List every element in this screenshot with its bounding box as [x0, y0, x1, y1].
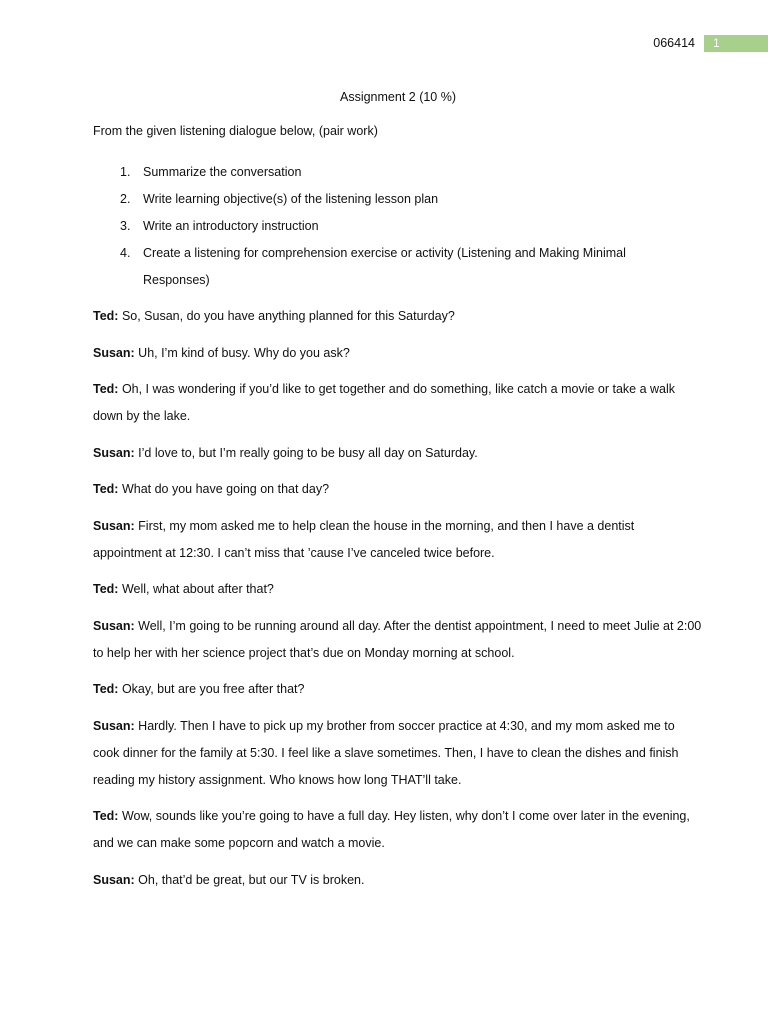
- speaker-name: Susan:: [93, 445, 135, 460]
- dialogue-line: Okay, but are you free after that?: [118, 682, 305, 696]
- dialogue-turn: [93, 476, 703, 503]
- dialogue-turn: [93, 803, 703, 857]
- task-text: Create a listening for comprehension exercise or activity (Listening and Making Minimal Responses): [143, 246, 626, 287]
- instructions-intro: From the given listening dialogue below, (pair work): [93, 124, 378, 138]
- task-item: [93, 213, 693, 240]
- dialogue-turn: [93, 376, 703, 430]
- document-id: 066414: [653, 36, 695, 50]
- task-number: 2.: [120, 192, 131, 206]
- speaker-name: Susan:: [93, 872, 135, 887]
- dialogue-turn: [93, 303, 703, 330]
- speaker-name: Ted:: [93, 382, 119, 396]
- speaker-name: Ted:: [93, 809, 119, 823]
- task-text: Write learning objective(s) of the listening lesson plan: [143, 192, 439, 206]
- dialogue-line: Well, what about after that?: [118, 582, 274, 596]
- dialogue-turn: [93, 867, 703, 894]
- dialogue-line: Uh, I’m kind of busy. Why do you ask?: [134, 345, 350, 360]
- dialogue-line: I’d love to, but I’m really going to be busy all day on Saturday.: [134, 445, 478, 460]
- dialogue-line: Wow, sounds like you’re going to have a full day. Hey listen, why don’t I come over later in the evening, and we can make some popcorn and watch a movie.: [93, 809, 690, 850]
- dialogue-turn: [93, 340, 703, 367]
- dialogue-line: Oh, I was wondering if you’d like to get together and do something, like catch a movie or take a walk down by the lake.: [93, 382, 676, 423]
- task-item: [93, 186, 693, 213]
- task-number: 1.: [120, 165, 131, 179]
- dialogue-line: Well, I’m going to be running around all day. After the dentist appointment, I need to meet Julie at 2:00 to help her with her science project that’s due on Monday morning at school.: [93, 618, 702, 660]
- speaker-name: Susan:: [93, 618, 135, 633]
- task-text: Write an introductory instruction: [143, 219, 319, 233]
- dialogue-turn: [93, 440, 703, 467]
- task-item: [93, 159, 693, 186]
- dialogue: [93, 303, 703, 903]
- dialogue-turn: [93, 613, 703, 667]
- task-number: 4.: [120, 246, 131, 260]
- speaker-name: Susan:: [93, 518, 135, 533]
- dialogue-line: What do you have going on that day?: [118, 482, 330, 496]
- speaker-name: Ted:: [93, 582, 119, 596]
- task-text: Summarize the conversation: [143, 165, 302, 179]
- task-list: [93, 159, 693, 294]
- dialogue-turn: [93, 676, 703, 703]
- task-item: [93, 240, 693, 294]
- assignment-title: Assignment 2 (10 %): [339, 90, 457, 104]
- dialogue-turn: [93, 576, 703, 603]
- dialogue-turn: [93, 513, 703, 567]
- dialogue-turn: [93, 713, 703, 794]
- dialogue-line: So, Susan, do you have anything planned for this Saturday?: [118, 309, 455, 323]
- task-number: 3.: [120, 219, 131, 233]
- speaker-name: Ted:: [93, 309, 119, 323]
- speaker-name: Susan:: [93, 345, 135, 360]
- dialogue-line: Oh, that’d be great, but our TV is broken.: [134, 872, 365, 887]
- page-number-badge: 1: [704, 35, 768, 52]
- dialogue-line: Hardly. Then I have to pick up my brother from soccer practice at 4:30, and my mom asked me to cook dinner for the family at 5:30. I feel like a slave sometimes. Then, I have to clean the dishes and finish reading my history assignment. Who knows how long THAT’ll take.: [93, 718, 679, 787]
- speaker-name: Susan:: [93, 718, 135, 733]
- speaker-name: Ted:: [93, 482, 119, 496]
- page-header: [653, 34, 768, 52]
- dialogue-line: First, my mom asked me to help clean the house in the morning, and then I have a dentist appointment at 12:30. I can’t miss that ’cause I’ve canceled twice before.: [93, 518, 635, 560]
- speaker-name: Ted:: [93, 682, 119, 696]
